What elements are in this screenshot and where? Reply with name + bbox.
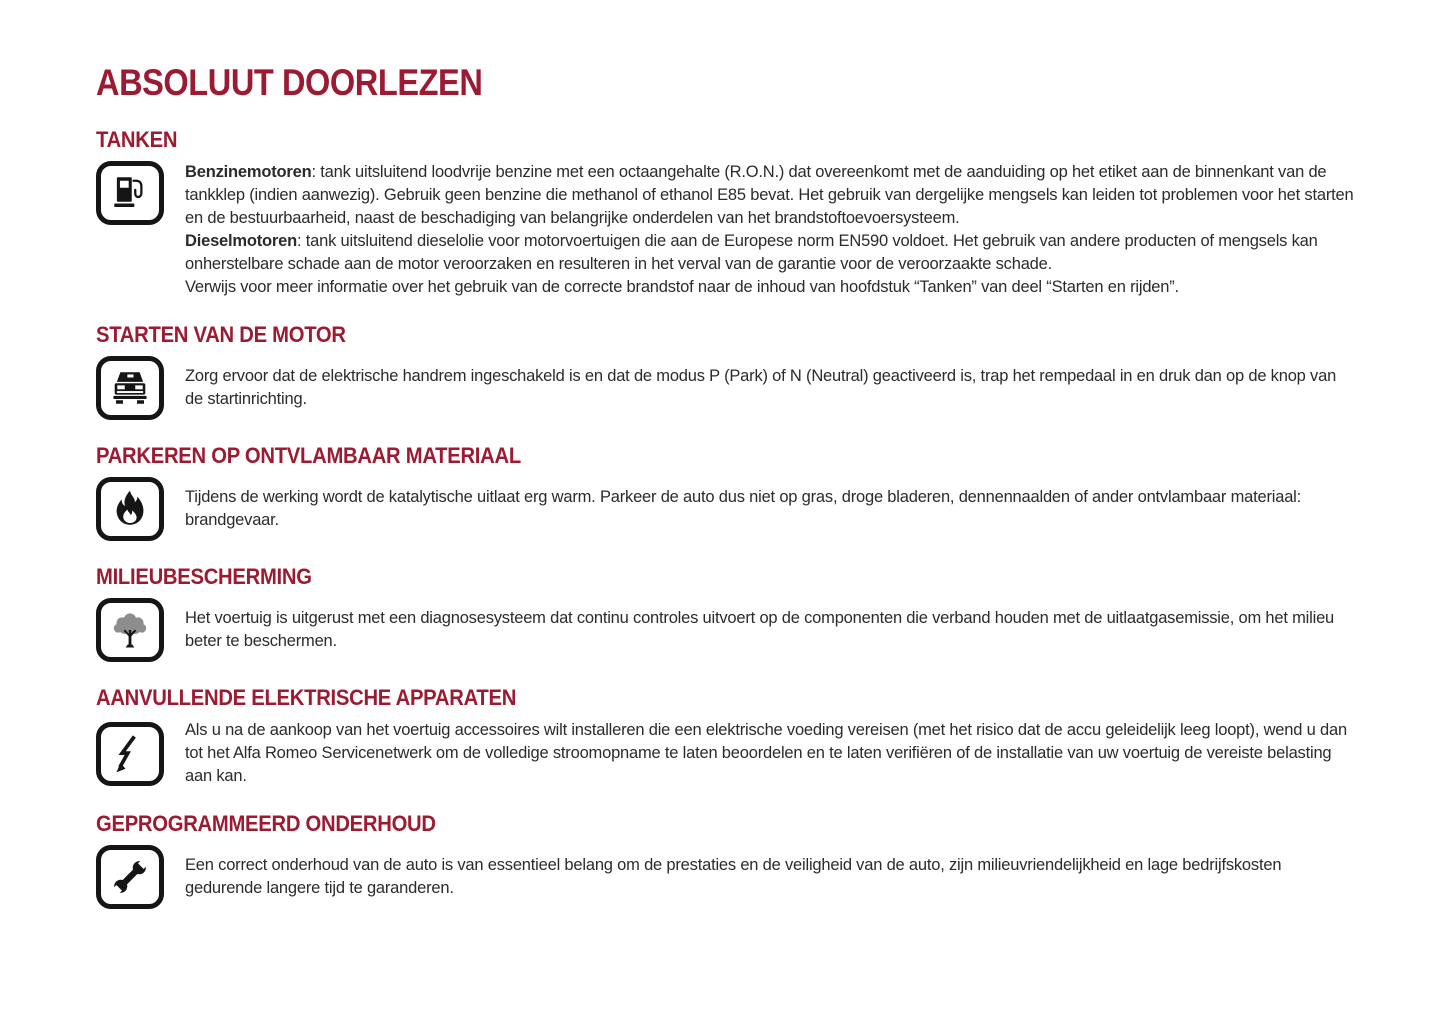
section-starten-van-de-motor xyxy=(96,322,1365,420)
lightning-bolt-icon xyxy=(96,722,164,786)
section-heading-elektrisch: AANVULLENDE ELEKTRISCHE APPARATEN xyxy=(96,685,517,710)
section-text xyxy=(185,607,1357,653)
paragraph: Een correct onderhoud van de auto is van essentieel belang om de prestaties en de veiligheid van de auto, zijn milieuvriendelijkheid en lage bedrijfskosten gedurende langere tijd te garanderen. xyxy=(185,856,1282,897)
tree-icon xyxy=(96,598,164,662)
section-text xyxy=(185,486,1357,532)
section-row xyxy=(96,845,1365,909)
paragraph-verwijzing: Verwijs voor meer informatie over het gebruik van de correcte brandstof naar de inhoud van hoofdstuk “Tanken” van deel “Starten en rijden”. xyxy=(185,278,1179,296)
section-parkeren-ontvlambaar xyxy=(96,443,1365,541)
section-text xyxy=(185,854,1357,900)
paragraph: Het voertuig is uitgerust met een diagnosesysteem dat continu controles uitvoert op de componenten die verband houden met de uitlaatgasemissie, om het milieu beter te beschermen. xyxy=(185,609,1335,650)
paragraph: Als u na de aankoop van het voertuig accessoires wilt installeren die een elektrische voeding vereisen (met het risico dat de accu geleidelijk leeg loopt), wend u dan tot het Alfa Romeo Servicenetwerk om de volledige stroomopname te laten beoordelen en te laten verifiëren of de installatie van uw voertuig de vereiste belasting aan kan. xyxy=(185,721,1347,785)
section-row xyxy=(96,477,1365,541)
section-text xyxy=(185,365,1357,411)
fuel-pump-icon xyxy=(96,161,164,225)
page-title: ABSOLUUT DOORLEZEN xyxy=(96,62,483,103)
section-heading-starten: STARTEN VAN DE MOTOR xyxy=(96,322,346,347)
section-geprogrammeerd-onderhoud xyxy=(96,811,1365,909)
flame-icon xyxy=(96,477,164,541)
paragraph-benzinemotoren: Benzinemotoren: tank uitsluitend loodvrije benzine met een octaangehalte (R.O.N.) dat overeenkomt met de aanduiding op het etiket aan de binnenkant van de tankklep (indien aanwezig). Gebruik geen benzine die methanol of ethanol E85 bevat. Het gebruik van dergelijke mengsels kan leiden tot problemen voor het starten en de bestuurbaarheid, naast de beschadiging van belangrijke onderdelen van het brandstoftoevoersysteem. xyxy=(185,163,1354,227)
section-milieubescherming xyxy=(96,564,1365,662)
section-row xyxy=(96,161,1365,299)
section-row xyxy=(96,598,1365,662)
section-row xyxy=(96,719,1365,788)
wrench-icon xyxy=(96,845,164,909)
paragraph-dieselmotoren: Dieselmotoren: tank uitsluitend dieselolie voor motorvoertuigen die aan de Europese norm EN590 voldoet. Het gebruik van andere producten of mengsels kan onherstelbare schade aan de motor veroorzaken en resulteren in het verval van de garantie voor de veroorzaakte schade. xyxy=(185,232,1318,273)
section-heading-milieu: MILIEUBESCHERMING xyxy=(96,564,312,589)
section-heading-tanken: TANKEN xyxy=(96,127,178,152)
paragraph: Tijdens de werking wordt de katalytische uitlaat erg warm. Parkeer de auto dus niet op gras, droge bladeren, dennennaalden of ander ontvlambaar materiaal: brandgevaar. xyxy=(185,488,1302,529)
paragraph: Zorg ervoor dat de elektrische handrem ingeschakeld is en dat de modus P (Park) of N (Neutral) geactiveerd is, trap het rempedaal in en druk dan op de knop van de startinrichting. xyxy=(185,367,1337,408)
section-heading-parkeren: PARKEREN OP ONTVLAMBAAR MATERIAAL xyxy=(96,443,521,468)
section-text xyxy=(185,719,1357,788)
section-elektrische-apparaten xyxy=(96,685,1365,788)
section-heading-onderhoud: GEPROGRAMMEERD ONDERHOUD xyxy=(96,811,436,836)
section-text xyxy=(185,161,1357,299)
section-tanken xyxy=(96,127,1365,299)
section-row xyxy=(96,356,1365,420)
car-front-icon xyxy=(96,356,164,420)
